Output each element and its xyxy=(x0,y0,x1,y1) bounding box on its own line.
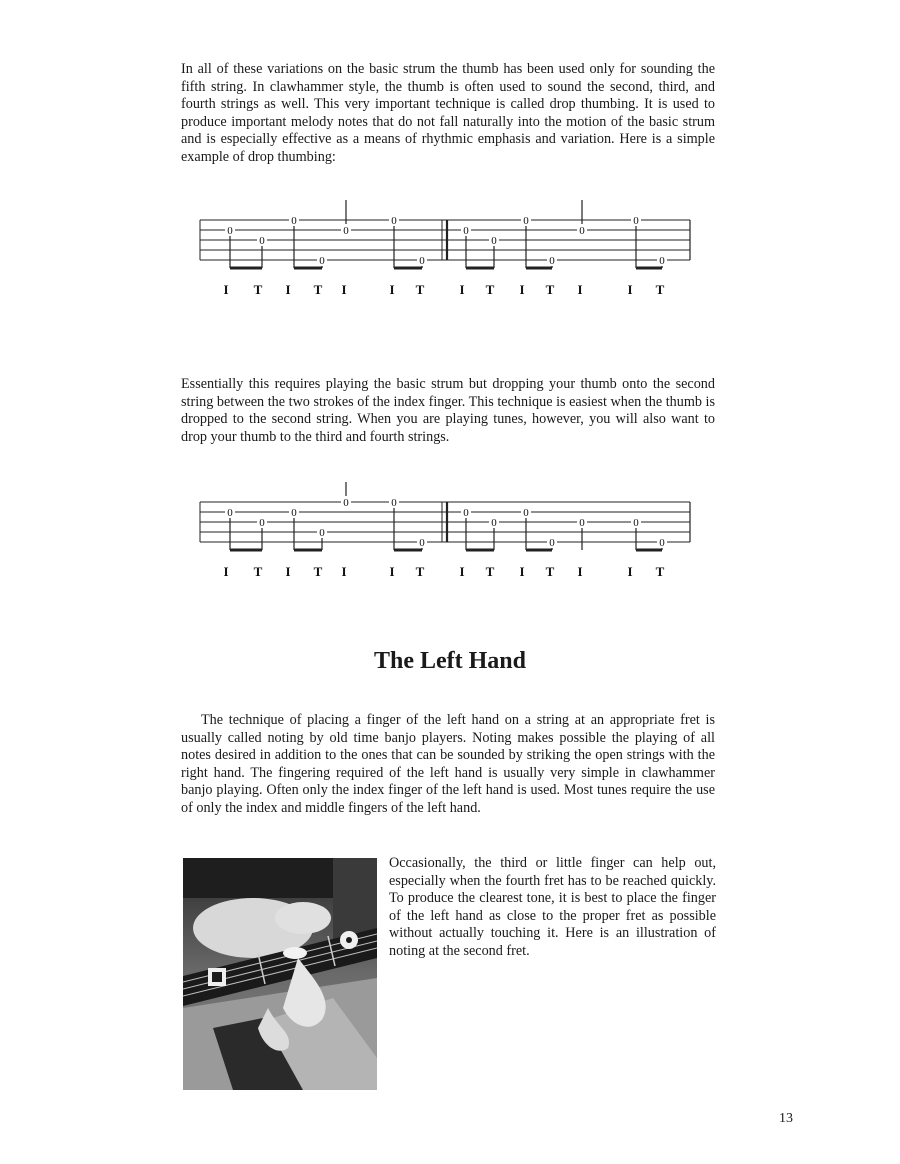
fret-number: 0 xyxy=(391,497,397,509)
finger-label: I xyxy=(459,564,465,579)
fret-number: 0 xyxy=(579,517,585,529)
page-number: 13 xyxy=(779,1111,793,1126)
fret-number: 0 xyxy=(491,235,497,247)
fret-number: 0 xyxy=(659,537,665,549)
finger-label: I xyxy=(341,282,347,297)
finger-label: I xyxy=(389,282,395,297)
finger-label: I xyxy=(459,282,465,297)
finger-label: I xyxy=(519,282,525,297)
finger-label: I xyxy=(285,564,291,579)
finger-label: I xyxy=(223,564,229,579)
finger-label: I xyxy=(223,282,229,297)
fret-number: 0 xyxy=(523,215,529,227)
finger-label: T xyxy=(655,282,665,297)
finger-label: T xyxy=(415,564,425,579)
banjo-noting-photo xyxy=(183,858,377,1090)
finger-label: T xyxy=(545,564,555,579)
fret-number: 0 xyxy=(343,225,349,237)
fret-number: 0 xyxy=(523,507,529,519)
fret-number: 0 xyxy=(549,537,555,549)
fret-number: 0 xyxy=(633,517,639,529)
finger-label: T xyxy=(485,564,495,579)
finger-label: I xyxy=(577,282,583,297)
finger-label: I xyxy=(577,564,583,579)
fret-number: 0 xyxy=(319,255,325,267)
finger-label: I xyxy=(389,564,395,579)
fret-number: 0 xyxy=(419,537,425,549)
paragraph-drop-thumbing-intro: In all of these variations on the basic strum the thumb has been used only for sounding the fifth string. In clawhammer style, the thumb is often used to sound the second, third, and fourth strings as well. This very important technique is called drop thumbing. It is used to produce important melody notes that do not fall naturally into the motion of the basic strum and is especially effective as a means of rhythmic emphasis and variation. Here is a simple example of drop thumbing: xyxy=(181,61,715,165)
fret-number: 0 xyxy=(419,255,425,267)
finger-label: I xyxy=(627,282,633,297)
finger-label: I xyxy=(341,564,347,579)
tab-staff-drop-thumb-example-2 xyxy=(180,462,720,592)
fret-number: 0 xyxy=(343,497,349,509)
fret-number: 0 xyxy=(463,225,469,237)
fret-number: 0 xyxy=(319,527,325,539)
fret-number: 0 xyxy=(463,507,469,519)
paragraph-left-hand-noting: The technique of placing a finger of the left hand on a string at an appropriate fret is usually called noting by old time banjo players. Noting makes possible the playing of all notes desired in addition to the ones that can be sounded by striking the open strings with the right hand. The fingering required of the left hand is usually very simple in clawhammer banjo playing. Often only the index finger of the left hand is used. Most tunes require the use of only the index and middle fingers of the left hand. xyxy=(181,712,715,816)
section-heading: The Left Hand xyxy=(373,648,526,674)
finger-label: T xyxy=(253,282,263,297)
fret-number: 0 xyxy=(227,507,233,519)
fret-number: 0 xyxy=(633,215,639,227)
finger-label: I xyxy=(285,282,291,297)
finger-label: T xyxy=(545,282,555,297)
fret-number: 0 xyxy=(391,215,397,227)
fret-number: 0 xyxy=(291,507,297,519)
finger-label: T xyxy=(415,282,425,297)
fret-number: 0 xyxy=(549,255,555,267)
paragraph-drop-thumbing-explanation: Essentially this requires playing the basic strum but dropping your thumb onto the second string between the two strokes of the index finger. This technique is easiest when the thumb is dropped to the second string. When you are playing tunes, however, you will also want to drop your thumb to the third and fourth strings. xyxy=(181,376,715,445)
finger-label: I xyxy=(627,564,633,579)
fret-number: 0 xyxy=(659,255,665,267)
finger-label: T xyxy=(655,564,665,579)
fret-number: 0 xyxy=(491,517,497,529)
finger-label: T xyxy=(313,564,323,579)
fret-number: 0 xyxy=(227,225,233,237)
tab-staff-drop-thumb-example-1 xyxy=(180,180,720,310)
finger-label: T xyxy=(313,282,323,297)
fret-number: 0 xyxy=(259,517,265,529)
fret-number: 0 xyxy=(259,235,265,247)
finger-label: T xyxy=(253,564,263,579)
fret-number: 0 xyxy=(579,225,585,237)
finger-label: I xyxy=(519,564,525,579)
paragraph-noting-illustration: Occasionally, the third or little finger can help out, especially when the fourth fret has to be reached quickly. To produce the clearest tone, it is best to place the finger of the left hand as close to the proper fret as possible without actually touching it. Here is an illustration of noting at the second fret. xyxy=(389,855,716,959)
fret-number: 0 xyxy=(291,215,297,227)
finger-label: T xyxy=(485,282,495,297)
